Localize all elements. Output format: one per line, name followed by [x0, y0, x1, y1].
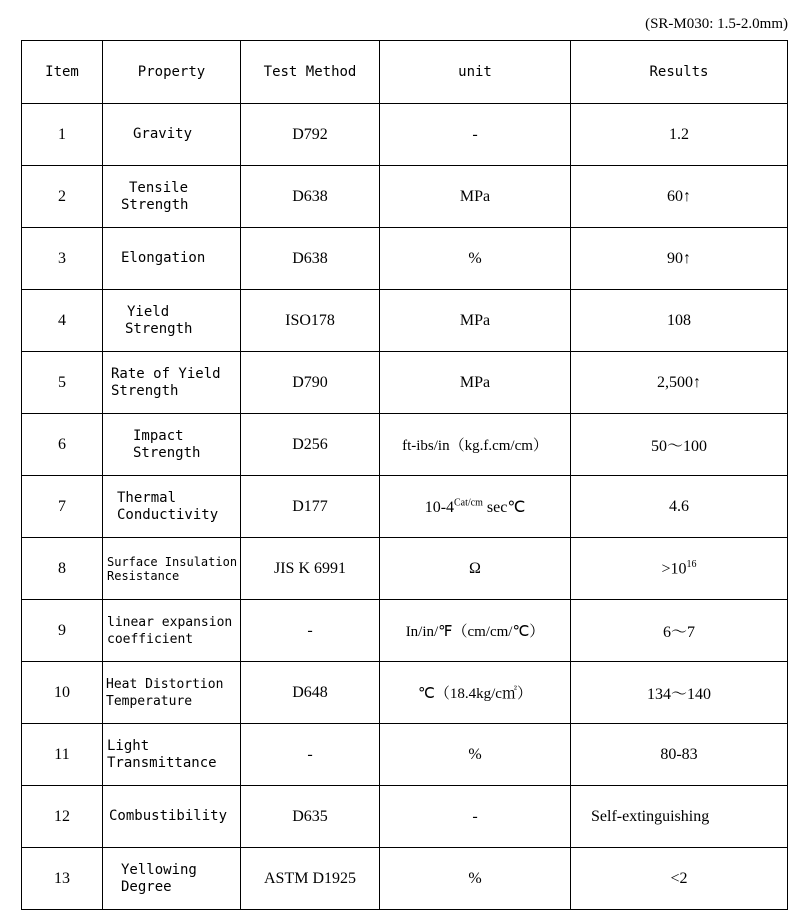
property-name: linear expansion coefficient — [103, 600, 241, 662]
test-method: D256 — [241, 414, 380, 476]
result: 4.6 — [571, 476, 788, 538]
unit: ft-ibs/in（kg.f.cm/cm） — [380, 414, 571, 476]
unit: Ω — [380, 538, 571, 600]
unit: MPa — [380, 166, 571, 228]
property-name: Thermal Conductivity — [103, 476, 241, 538]
property-name: Yield Strength — [103, 290, 241, 352]
property-name: Gravity — [103, 104, 241, 166]
unit: - — [380, 104, 571, 166]
table-row — [22, 290, 788, 352]
property-name: Light Transmittance — [103, 724, 241, 786]
table-row — [22, 166, 788, 228]
item-number: 7 — [22, 476, 103, 538]
item-number: 6 — [22, 414, 103, 476]
table-row — [22, 228, 788, 290]
unit: % — [380, 724, 571, 786]
property-name: Combustibility — [103, 786, 241, 848]
item-number: 10 — [22, 662, 103, 724]
property-name: Heat Distortion Temperature — [103, 662, 241, 724]
property-name: Impact Strength — [103, 414, 241, 476]
test-method: - — [241, 600, 380, 662]
result: 1.2 — [571, 104, 788, 166]
test-method: D638 — [241, 166, 380, 228]
table-row — [22, 414, 788, 476]
unit: % — [380, 228, 571, 290]
property-name: Yellowing Degree — [103, 848, 241, 910]
property-name: Tensile Strength — [103, 166, 241, 228]
table-row — [22, 352, 788, 414]
header-test-method: Test Method — [241, 41, 380, 104]
result: 134～140 — [571, 662, 788, 724]
result: <2 — [571, 848, 788, 910]
test-method: ASTM D1925 — [241, 848, 380, 910]
test-method: D635 — [241, 786, 380, 848]
item-number: 12 — [22, 786, 103, 848]
result: $>10^{16}$ — [571, 538, 788, 600]
header-unit: unit — [380, 41, 571, 104]
table-row — [22, 600, 788, 662]
item-number: 4 — [22, 290, 103, 352]
header-row — [22, 41, 788, 104]
result: 108 — [571, 290, 788, 352]
test-method: D648 — [241, 662, 380, 724]
table-row — [22, 538, 788, 600]
table-row — [22, 476, 788, 538]
property-name: Surface Insulation Resistance — [103, 538, 241, 600]
result: 50～100 — [571, 414, 788, 476]
item-number: 2 — [22, 166, 103, 228]
header-item: Item — [22, 41, 103, 104]
test-method: D790 — [241, 352, 380, 414]
item-number: 13 — [22, 848, 103, 910]
property-name: Rate of Yield Strength — [103, 352, 241, 414]
unit: - — [380, 786, 571, 848]
properties-table — [21, 40, 788, 910]
unit: MPa — [380, 290, 571, 352]
result: 80-83 — [571, 724, 788, 786]
property-name: Elongation — [103, 228, 241, 290]
unit: $10-4^{Cat/cm}$ sec℃ — [380, 476, 571, 538]
test-method: ISO178 — [241, 290, 380, 352]
result: Self-extinguishing — [571, 786, 788, 848]
test-method: D792 — [241, 104, 380, 166]
unit: % — [380, 848, 571, 910]
unit: ℃（18.4kg/c㎡） — [380, 662, 571, 724]
header-property: Property — [103, 41, 241, 104]
result: 2,500↑ — [571, 352, 788, 414]
table-row — [22, 848, 788, 910]
test-method: - — [241, 724, 380, 786]
header-results: Results — [571, 41, 788, 104]
result: 6～7 — [571, 600, 788, 662]
result: 90↑ — [571, 228, 788, 290]
unit: MPa — [380, 352, 571, 414]
item-number: 5 — [22, 352, 103, 414]
item-number: 1 — [22, 104, 103, 166]
item-number: 11 — [22, 724, 103, 786]
test-method: D638 — [241, 228, 380, 290]
table-row — [22, 786, 788, 848]
table-row — [22, 104, 788, 166]
test-method: D177 — [241, 476, 380, 538]
item-number: 8 — [22, 538, 103, 600]
result: 60↑ — [571, 166, 788, 228]
item-number: 9 — [22, 600, 103, 662]
table-row — [22, 662, 788, 724]
test-method: JIS K 6991 — [241, 538, 380, 600]
unit: In/in/℉（cm/cm/℃） — [380, 600, 571, 662]
spec-label: (SR-M030: 1.5-2.0mm) — [645, 16, 788, 32]
table-row — [22, 724, 788, 786]
item-number: 3 — [22, 228, 103, 290]
